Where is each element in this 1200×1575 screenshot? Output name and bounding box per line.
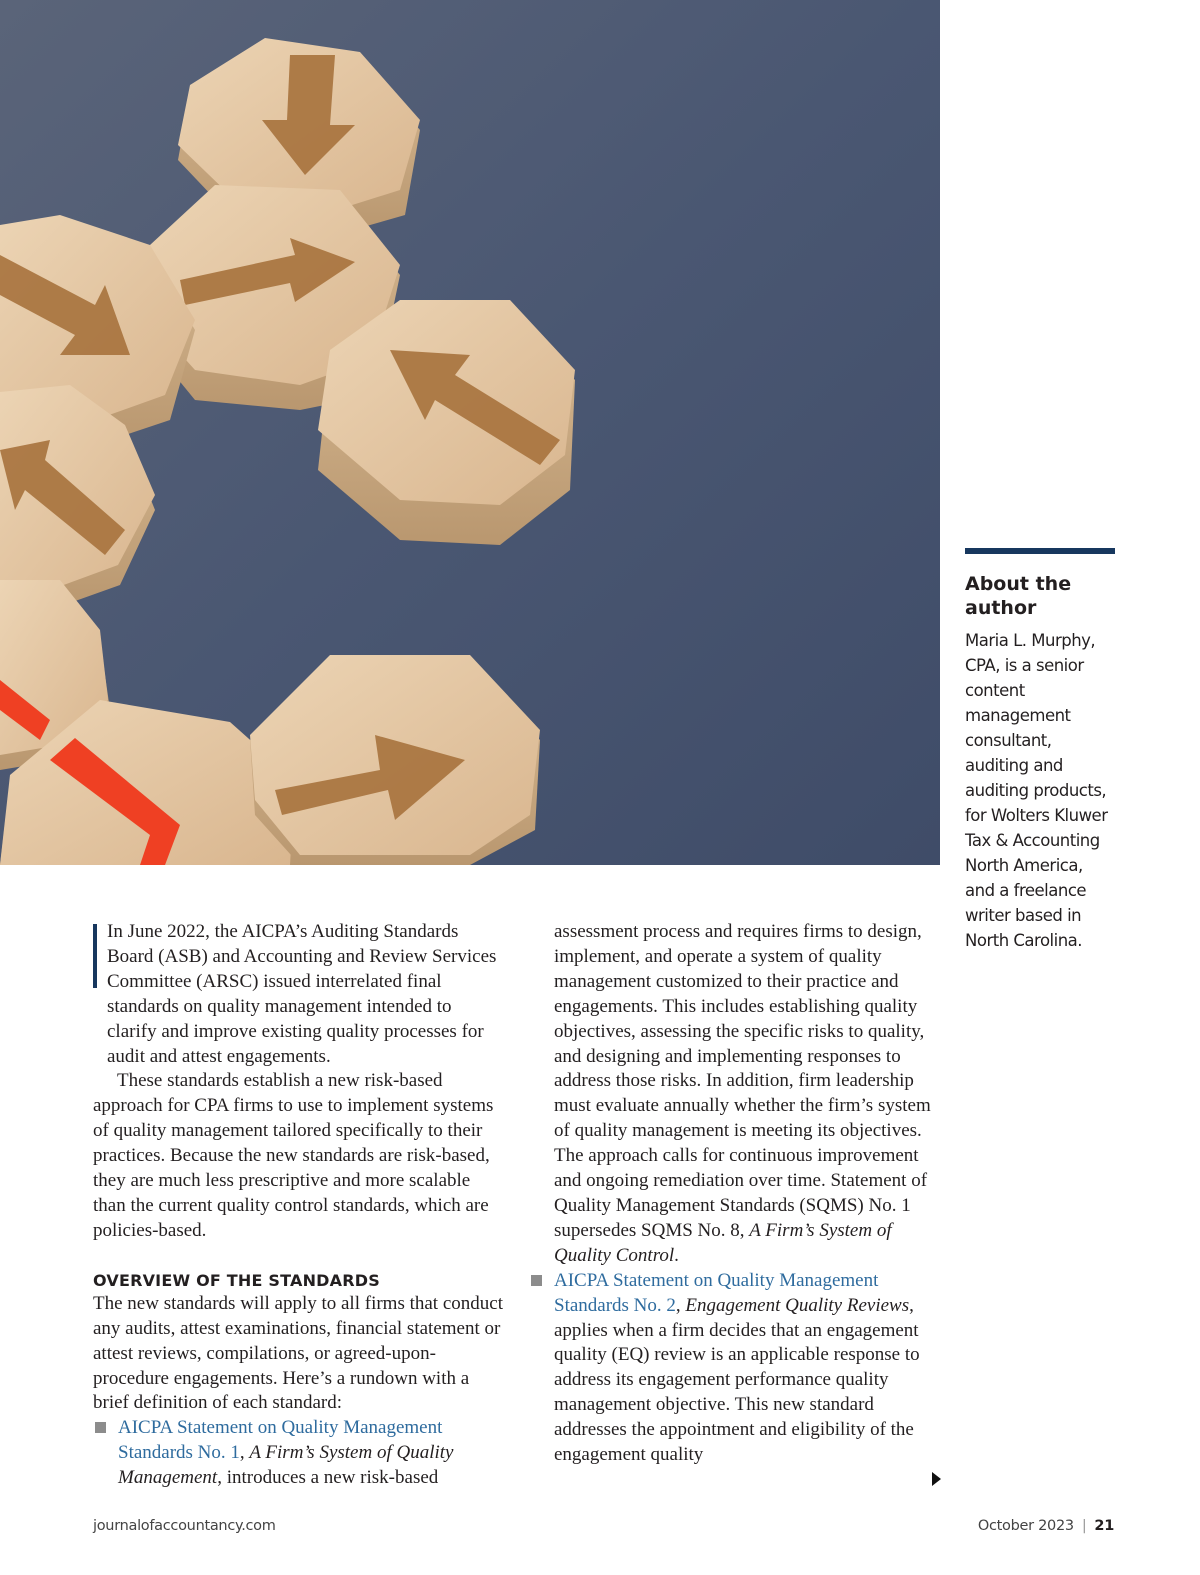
page-number: 21	[1094, 1518, 1114, 1534]
intro-text: In June 2022, the AICPA’s Auditing Standards Board (ASB) and Accounting and Review Services Committee (ARSC) issued interrelated final standards on quality management intended to clarify and improve existing quality processes for audit and attest engagements.	[107, 921, 497, 1067]
article-column-left	[93, 920, 503, 1491]
hero-photo	[0, 0, 940, 865]
comma: ,	[675, 1294, 686, 1316]
bullet-continuation	[554, 920, 944, 1269]
sqms1-link[interactable]: AICPA Statement on Quality Management Standards No. 1	[118, 1417, 443, 1464]
square-bullet-icon	[95, 1422, 106, 1433]
standard-title: A Firm’s System of Quality Control	[554, 1219, 892, 1266]
standard-bullet-1	[93, 1416, 503, 1491]
standard-title: Engagement Quality Reviews	[685, 1294, 910, 1316]
continued-arrow-icon[interactable]	[932, 1472, 941, 1486]
footer-separator: |	[1081, 1518, 1087, 1534]
sidebar-heading: About the author	[965, 573, 1072, 619]
period: .	[674, 1244, 679, 1266]
body-paragraph: These standards establish a new risk-based approach for CPA firms to use to implement systems of quality management tailored specifically to their practices. Because the new standards are risk-based, they are much less prescriptive and more scalable than the current quality control standards, which are policies-based.	[93, 1070, 494, 1241]
section-heading: OVERVIEW OF THE STANDARDS	[93, 1270, 380, 1290]
footer-website: journalofaccountancy.com	[93, 1518, 276, 1534]
bullet-text: , applies when a firm decides that an engagement quality (EQ) review is an applicable response to address its engagement performance quality management objective. This new standard addresses the appointment and eligibility of the engagement quality	[554, 1294, 920, 1466]
standard-title: A Firm’s System of Quality Management	[118, 1442, 454, 1489]
bullet-text: , introduces a new risk-based	[217, 1467, 439, 1489]
body-paragraph: The new standards will apply to all firms that conduct any audits, attest examinations, financial statement or attest reviews, compilations, or agreed-upon-procedure engagements. Here’s a rundown with a brief definition of each standard:	[93, 1292, 503, 1414]
dropcap-bar	[93, 924, 97, 988]
footer-issue-page	[978, 1518, 1114, 1534]
author-bio: Maria L. Murphy, CPA, is a senior content management consultant, auditing and auditing products, for Wolters Kluwer Tax & Accounting North America, and a freelance writer based in North Carolina.	[965, 631, 1108, 950]
issue-date: October 2023	[977, 1518, 1074, 1534]
sidebar-rule	[965, 548, 1115, 554]
article-column-right	[554, 920, 944, 1468]
wooden-hexagon-arrows-photo	[0, 0, 940, 865]
square-bullet-icon	[531, 1275, 542, 1286]
intro-paragraph	[93, 920, 503, 1069]
bullet-text: assessment process and requires firms to design, implement, and operate a system of quality management customized to their practice and engagements. This includes establishing quality objectives, assessing the specific risks to quality, and designing and implementing responses to address those risks. In addition, firm leadership must evaluate annually whether the firm’s system of quality management is meeting its objectives. The approach calls for continuous improvement and ongoing remediation over time. Statement of Quality Management Standards (SQMS) No. 1 supersedes SQMS No. 8,	[554, 921, 931, 1241]
about-author-sidebar	[965, 548, 1115, 953]
sqms2-link[interactable]: AICPA Statement on Quality Management Standards No. 2	[554, 1269, 879, 1316]
comma: ,	[239, 1442, 250, 1464]
standard-bullet-2	[529, 1269, 944, 1468]
